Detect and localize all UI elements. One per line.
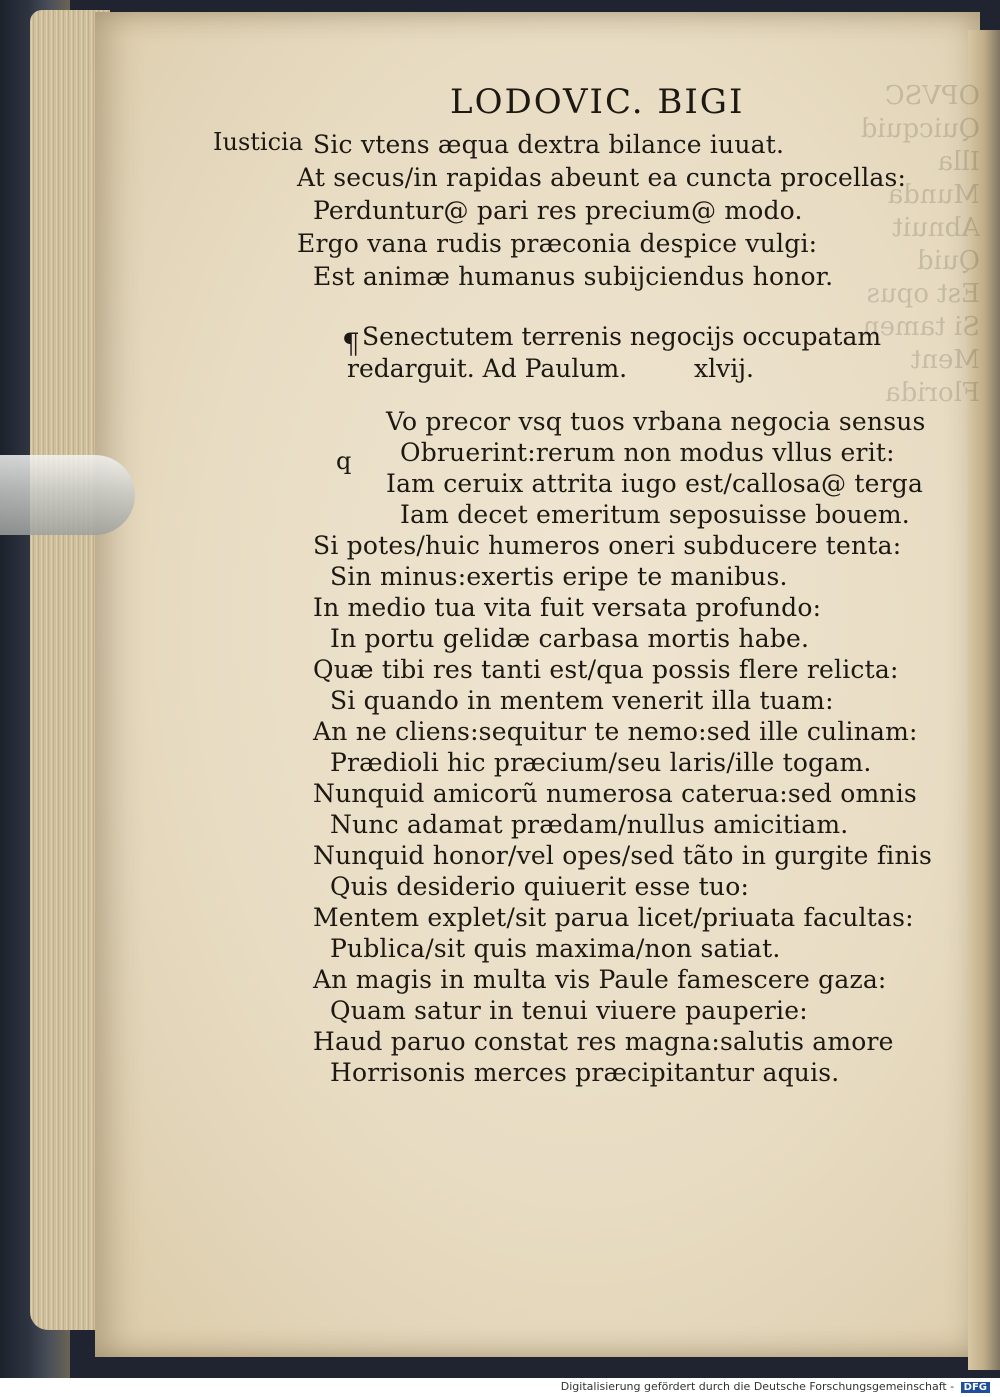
verse-line: In medio tua vita fuit versata profundo:	[313, 593, 822, 622]
verse-line: Horrisonis merces præcipitantur aquis.	[330, 1058, 840, 1087]
funding-notice	[561, 1380, 990, 1393]
verse-line: Prædioli hic præcium/seu laris/ille togam.	[330, 748, 872, 777]
verse-line: Quam satur in tenui viuere pauperie:	[330, 996, 808, 1025]
running-header: LODOVIC. BIGI	[450, 82, 745, 122]
verse-line: Quæ tibi res tanti est/qua possis flere relicta:	[313, 655, 899, 684]
verse-line: Vo precor vsq tuos vrbana negocia sensus	[386, 407, 926, 436]
funding-text: Digitalisierung gefördert durch die Deutsche Forschungsgemeinschaft -	[560, 1380, 955, 1393]
verse-line: Haud paruo constat res magna:salutis amore	[313, 1027, 894, 1056]
verse-line: Nunquid amicorũ numerosa caterua:sed omnis	[313, 779, 917, 808]
dfg-logo: DFG	[961, 1382, 990, 1393]
verse-line: Quis desiderio quiuerit esse tuo:	[330, 872, 750, 901]
verse-line: Iam ceruix attrita iugo est/callosa@ terga	[386, 469, 924, 498]
verse-line: Sin minus:exertis eripe te manibus.	[330, 562, 788, 591]
show-through-text: OPVSC Quicquid Illa Munda Abnuit Quid Est opus Si tamen Ment Florida	[860, 81, 980, 408]
verse-line: Nunc adamat prædam/nullus amicitiam.	[330, 810, 849, 839]
verse-line: Si quando in mentem venerit illa tuam:	[330, 686, 834, 715]
verse-line: At secus/in rapidas abeunt ea cuncta procellas:	[297, 163, 907, 192]
verse-line: Publica/sit quis maxima/non satiat.	[330, 934, 781, 963]
verse-line: Mentem explet/sit parua licet/priuata facultas:	[313, 903, 914, 932]
verse-line: An magis in multa vis Paule famescere gaza:	[313, 965, 887, 994]
verse-line: Iam decet emeritum seposuisse bouem.	[400, 500, 910, 529]
verse-line: Sic vtens æqua dextra bilance iuuat.	[313, 130, 785, 159]
verse-line: An ne cliens:sequitur te nemo:sed ille culinam:	[313, 717, 918, 746]
verse-line: Si potes/huic humeros oneri subducere tenta:	[313, 531, 902, 560]
guide-letter-icon: q	[336, 447, 352, 475]
poem-title-line: Senectutem terrenis negocijs occupatam	[362, 322, 882, 351]
verse-line: Nunquid honor/vel opes/sed tãto in gurgite finis	[313, 841, 932, 870]
verse-line: Obruerint:rerum non modus vllus erit:	[400, 438, 895, 467]
verse-line: Ergo vana rudis præconia despice vulgi:	[297, 229, 818, 258]
paragraph-mark-icon: ¶	[342, 327, 360, 360]
poem-number: xlvij.	[694, 354, 754, 383]
marginal-note: Iusticia	[213, 128, 303, 156]
verse-line: In portu gelidæ carbasa mortis habe.	[330, 624, 810, 653]
verse-line: Est animæ humanus subijciendus honor.	[313, 262, 834, 291]
poem-title-line: redarguit. Ad Paulum.	[347, 354, 628, 383]
verse-line: Perduntur@ pari res precium@ modo.	[313, 196, 803, 225]
